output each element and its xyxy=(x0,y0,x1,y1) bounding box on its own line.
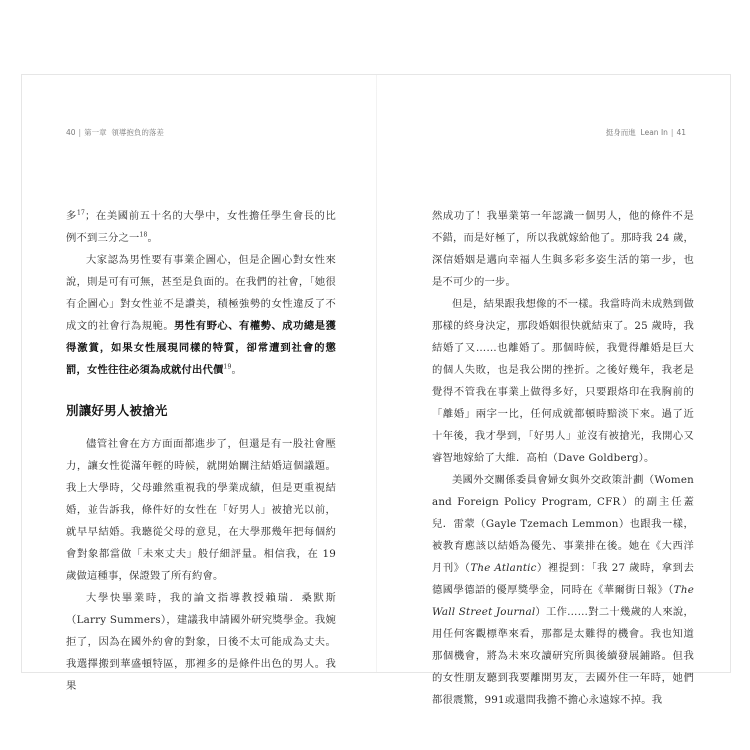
chapter-title: 領導抱負的落差 xyxy=(111,128,164,137)
header-separator: | xyxy=(78,128,82,137)
right-page-number: 41 xyxy=(676,128,686,137)
right-page-body xyxy=(432,205,694,711)
italic-title: The Wall Street Journal xyxy=(432,584,694,618)
left-page-number: 40 xyxy=(66,128,76,137)
paragraph xyxy=(66,205,336,249)
book-title-zh: 挺身而進 xyxy=(605,128,636,137)
footnote-ref: 19 xyxy=(223,363,232,371)
text-run: 。 xyxy=(231,364,242,376)
left-running-header xyxy=(66,127,164,138)
footnote-ref: 17 xyxy=(76,209,85,217)
book-title-en: Lean In xyxy=(640,128,668,137)
paragraph: 儘管社會在方方面面都進步了，但還是有一股社會壓力，讓女性從滿年輕的時候，就開始關注結婚這個議題。我上大學時，父母雖然重視我的學業成績，但是更重視結婚，並告訴我，條件好的女性在「好男人」被搶光以前，就早早結婚。我聽從父母的意見，在大學那幾年把每個約會對象都當做「未來丈夫」般仔細評量。相信我，在 19 歲做這種事，保證毀了所有約會。 xyxy=(66,438,336,582)
text-run: ）裡提到：「我 27 歲時，拿到去德國學德語的優厚獎學金，同時在《華爾街日報》（ xyxy=(432,562,694,596)
text-run: 多 xyxy=(66,210,77,222)
footnote-ref: 18 xyxy=(139,231,148,239)
right-running-header xyxy=(606,127,686,138)
text-run: ；在美國前五十名的大學中，女性擔任學生會長的比例不到三分之一 xyxy=(66,210,336,244)
paragraph: 大學快畢業時，我的論文指導教授賴瑞．桑默斯（Larry Summers），建議我申請國外研究獎學金。我婉拒了，因為在國外約會的對象，日後不太可能成為丈夫。我選擇搬到華盛頓特區，那裡多的是條件出色的男人。我果 xyxy=(66,592,336,692)
paragraph xyxy=(66,249,336,381)
paragraph: 但是，結果跟我想像的不一樣。我當時尚未成熟到做那樣的終身決定，那段婚姻很快就結束了。25 歲時，我結婚了又……也離婚了。那個時候，我覺得離婚是巨大的個人失敗，也是我公開的挫折。之後好幾年，我老是覺得不管我在事業上做得多好，只要跟烙印在我胸前的「離婚」兩字一比，任何成就都頓時黯淡下來。過了近十年後，我才學到，「好男人」並沒有被搶光，我開心又睿智地嫁給了大維．高柏（Dave Goldberg）。 xyxy=(432,298,694,464)
chapter-label: 第一章 xyxy=(84,128,107,137)
paragraph xyxy=(432,469,694,711)
text-run: 美國外交關係委員會婦女與外交政策計劃（Women and Foreign Policy Program, CFR）的副主任蓋兒．雷蒙（Gayle Tzemach Lemmon）也跟我一樣，被教育應該以結婚為優先、事業排在後。她在《大西洋月刊》（ xyxy=(432,474,694,574)
text-run: 大家認為男性要有事業企圖心，但是企圖心對女性來說，則是可有可無，甚至是負面的。在我們的社會，「她很有企圖心」對女性並不是讚美，積極強勢的女性違反了不成文的社會行為規範。 xyxy=(66,254,336,332)
text-run: 。 xyxy=(147,232,159,244)
page-gutter xyxy=(376,75,377,672)
book-spread xyxy=(22,75,730,706)
text-run: ）工作……對二十幾歲的人來說，用任何客觀標準來看，那都是太難得的機會。我也知道那個機會，將為未來攻讀研究所與後續發展鋪路。但我的女性朋友聽到我要離開男友，去國外住一年時，她們都很震驚，991或還問我擔不擔心永遠嫁不掉。我 xyxy=(432,606,694,706)
left-page-body xyxy=(66,205,336,697)
paragraph: 然成功了！我畢業第一年認識一個男人，他的條件不是不錯，而是好極了，所以我就嫁給他了。那時我 24 歲，深信婚姻是邁向幸福人生與多彩多姿生活的第一步，也是不可少的一步。 xyxy=(432,210,694,288)
italic-title: The Atlantic xyxy=(470,562,537,574)
section-heading: 別讓好男人被搶光 xyxy=(66,403,168,418)
bold-text-run: 男性有野心、有權勢、成功總是獲得激賞，如果女性展現同樣的特質，卻常遭到社會的懲罰，女性往往必須為成就付出代價 xyxy=(66,320,337,376)
header-separator: | xyxy=(670,128,674,137)
